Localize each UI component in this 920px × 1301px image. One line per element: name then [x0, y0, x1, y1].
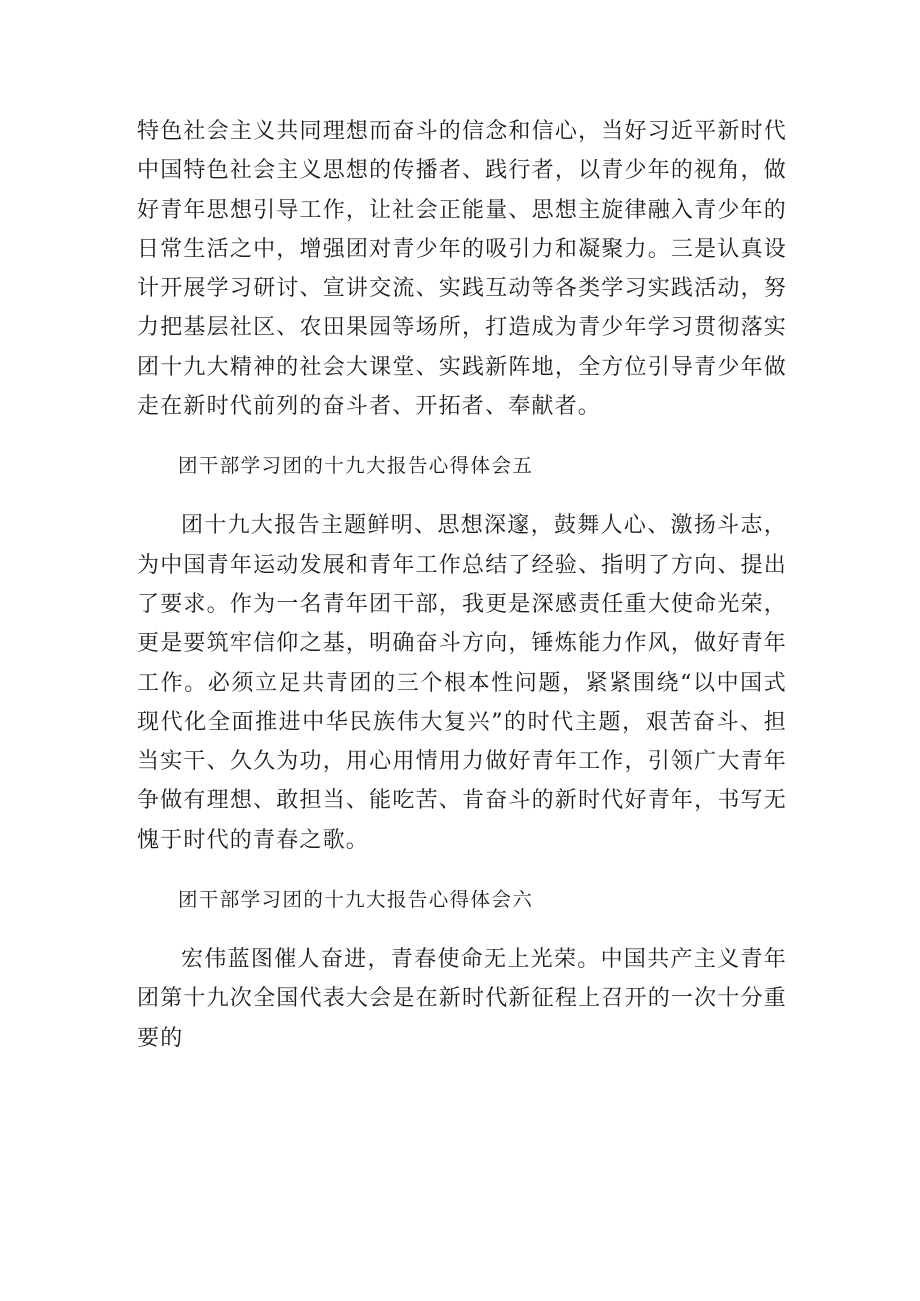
paragraph-section-6: 宏伟蓝图催人奋进，青春使命无上光荣。中国共产主义青年团第十九次全国代表大会是在新时代新征程上召开的一次十分重要的	[137, 947, 787, 1051]
section-heading-6: 团干部学习团的十九大报告心得体会六	[177, 888, 534, 912]
paragraph-section-5: 团十九大报告主题鲜明、思想深邃，鼓舞人心、激扬斗志，为中国青年运动发展和青年工作总结了经验、指明了方向、提出了要求。作为一名青年团干部，我更是深感责任重大使命光荣，更是要筑牢信仰之基，明确奋斗方向，锤炼能力作风，做好青年工作。必须立足共青团的三个根本性问题，紧紧围绕“以中国式现代化全面推进中华民族伟大复兴”的时代主题，艰苦奋斗、担当实干、久久为功，用心用情用力做好青年工作，引领广大青年争做有理想、敢担当、能吃苦、肯奋斗的新时代好青年，书写无愧于时代的青春之歌。	[137, 513, 787, 853]
section-heading-5: 团干部学习团的十九大报告心得体会五	[177, 454, 534, 478]
document-body	[137, 112, 787, 1058]
paragraph-continued: 特色社会主义共同理想而奋斗的信念和信心，当好习近平新时代中国特色社会主义思想的传播者、践行者，以青少年的视角，做好青年思想引导工作，让社会正能量、思想主旋律融入青少年的日常生活之中，增强团对青少年的吸引力和凝聚力。三是认真设计开展学习研讨、宣讲交流、实践互动等各类学习实践活动，努力把基层社区、农田果园等场所，打造成为青少年学习贯彻落实团十九大精神的社会大课堂、实践新阵地，全方位引导青少年做走在新时代前列的奋斗者、开拓者、奉献者。	[137, 119, 787, 420]
